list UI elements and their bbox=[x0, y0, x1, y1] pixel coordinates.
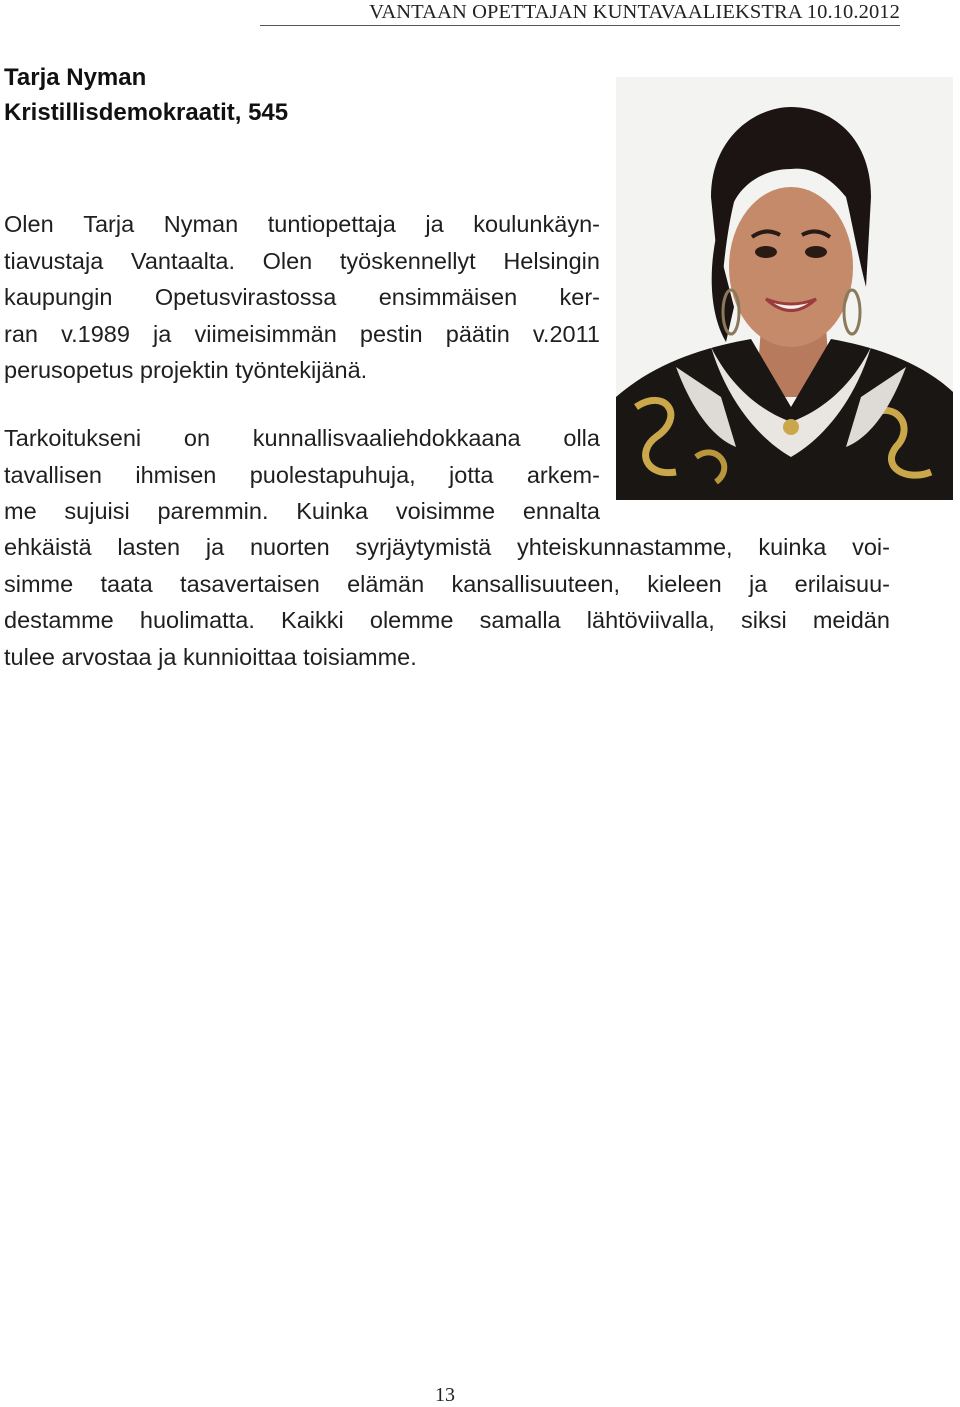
word: syrjäytymistä bbox=[355, 534, 492, 560]
word: tuntiopettaja bbox=[267, 211, 396, 237]
word: Nyman bbox=[163, 211, 239, 237]
text-line bbox=[4, 457, 600, 494]
word: meidän bbox=[812, 607, 890, 633]
word: ennalta bbox=[522, 498, 600, 524]
text-line bbox=[4, 420, 600, 457]
word: ja bbox=[205, 534, 225, 560]
text-line bbox=[4, 316, 600, 353]
word: yhteiskunnastamme, bbox=[517, 534, 733, 560]
word: erilaisuu- bbox=[794, 570, 890, 597]
word: pestin bbox=[359, 320, 423, 347]
word: päätin bbox=[445, 320, 510, 347]
word: Tarkoitukseni bbox=[4, 425, 142, 451]
word: huolimatta. bbox=[139, 607, 255, 633]
word: ehkäistä bbox=[4, 534, 92, 560]
running-header: VANTAAN OPETTAJAN KUNTAVAALIEKSTRA 10.10.2012 bbox=[369, 1, 900, 23]
word: paremmin. bbox=[157, 498, 269, 524]
word: Olen bbox=[262, 247, 313, 274]
word: jotta bbox=[449, 461, 494, 488]
word: me bbox=[4, 498, 37, 524]
word: puolestapuhuja, bbox=[249, 461, 416, 488]
word: destamme bbox=[4, 607, 114, 633]
line-text: tulee arvostaa ja kunnioittaa toisiamme. bbox=[4, 643, 417, 670]
text-line bbox=[4, 529, 890, 566]
text-line bbox=[4, 206, 600, 243]
word: Tarja bbox=[83, 211, 135, 237]
page-number: 13 bbox=[435, 1384, 455, 1406]
word: siksi bbox=[740, 607, 787, 633]
word: Opetusvirastossa bbox=[154, 284, 337, 310]
word: ihmisen bbox=[135, 461, 217, 488]
word: ensimmäisen bbox=[378, 284, 518, 310]
word: olemme bbox=[369, 607, 454, 633]
text-line bbox=[4, 279, 600, 316]
word: tiavustaja bbox=[4, 247, 104, 274]
word: kunnallisvaaliehdokkaana bbox=[252, 425, 521, 451]
word: voisimme bbox=[395, 498, 496, 524]
text-line bbox=[4, 639, 890, 676]
word: elämän bbox=[347, 570, 425, 597]
word: ker- bbox=[559, 284, 600, 310]
word: työskennellyt bbox=[339, 247, 476, 274]
word: ja bbox=[749, 570, 768, 597]
word: olla bbox=[563, 425, 600, 451]
word: koulunkäyn- bbox=[473, 211, 600, 237]
header-rule bbox=[260, 25, 900, 26]
text-line bbox=[4, 243, 600, 280]
word: kieleen bbox=[647, 570, 722, 597]
word: lähtöviivalla, bbox=[586, 607, 715, 633]
word: samalla bbox=[479, 607, 561, 633]
word: Helsingin bbox=[503, 247, 600, 274]
word: Olen bbox=[4, 211, 54, 237]
text-line bbox=[4, 352, 600, 389]
goal-paragraph-continued bbox=[4, 529, 890, 675]
text-line bbox=[4, 602, 890, 639]
word: v.1989 bbox=[61, 320, 130, 347]
intro-paragraph bbox=[4, 206, 600, 389]
candidate-name: Tarja Nyman bbox=[4, 64, 147, 91]
word: taata bbox=[100, 570, 153, 597]
word: lasten bbox=[117, 534, 181, 560]
word: arkem- bbox=[526, 461, 600, 488]
word: ja bbox=[153, 320, 172, 347]
word: kuinka bbox=[758, 534, 827, 560]
word: on bbox=[183, 425, 211, 451]
text-line bbox=[4, 566, 890, 603]
word: v.2011 bbox=[532, 320, 600, 347]
word: ran bbox=[4, 320, 38, 347]
word: tasavertaisen bbox=[180, 570, 320, 597]
word: kansallisuuteen, bbox=[451, 570, 620, 597]
word: viimeisimmän bbox=[194, 320, 337, 347]
candidate-party-number: Kristillisdemokraatit, 545 bbox=[4, 99, 289, 126]
candidate-portrait bbox=[616, 77, 953, 500]
line-text: perusopetus projektin työntekijänä. bbox=[4, 357, 368, 383]
word: kaupungin bbox=[4, 284, 113, 310]
word: nuorten bbox=[249, 534, 330, 560]
word: simme bbox=[4, 570, 74, 597]
goal-paragraph bbox=[4, 420, 600, 530]
word: ja bbox=[425, 211, 444, 237]
word: sujuisi bbox=[64, 498, 130, 524]
text-line bbox=[4, 493, 600, 530]
word: Vantaalta. bbox=[130, 247, 235, 274]
word: tavallisen bbox=[4, 461, 102, 488]
word: Kuinka bbox=[296, 498, 369, 524]
word: Kaikki bbox=[281, 607, 344, 633]
word: voi- bbox=[852, 534, 890, 560]
